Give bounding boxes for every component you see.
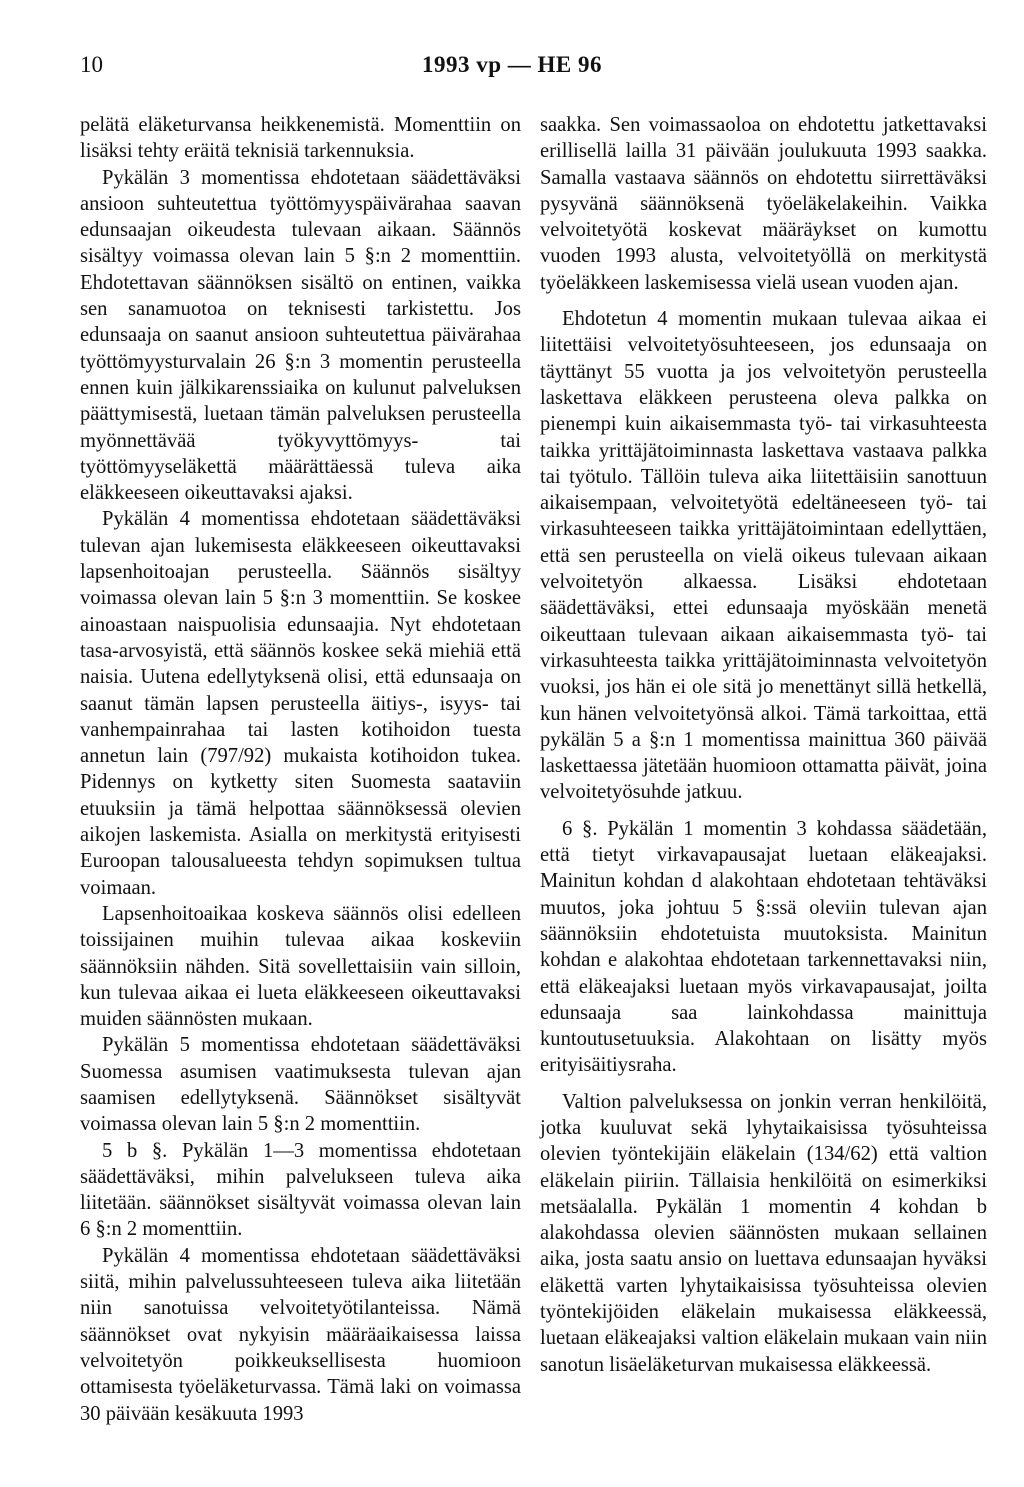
paragraph: Pykälän 4 momentissa ehdotetaan säädettäväksi siitä, mihin palvelussuhteeseen tuleva aika liitetään niin sanotuissa velvoitetyötilanteissa. Nämä säännökset ovat nykyisin määräaikaisessa laissa velvoitetyön poikkeuksellisesta huomioon ottamisesta työeläketurvassa. Tämä laki on voimassa 30 päivään kesäkuuta 1993 xyxy=(80,1244,521,1425)
paragraph: 5 b §. Pykälän 1—3 momentissa ehdotetaan säädettäväksi, mihin palvelukseen tuleva aika liitetään. säännökset sisältyvät voimassa olevan lain 6 §:n 2 momenttiin. xyxy=(80,1139,521,1241)
left-column xyxy=(80,112,521,1427)
paragraph: Pykälän 5 momentissa ehdotetaan säädettäväksi Suomessa asumisen vaatimuksesta tulevan ajan saamisen edellytyksenä. Säännökset sisältyvät voimassa olevan lain 5 §:n 2 momenttiin. xyxy=(80,1034,521,1136)
page-number: 10 xyxy=(80,52,103,77)
paragraph: pelätä eläketurvansa heikkenemistä. Momenttiin on lisäksi tehty eräitä teknisiä tarkennuksia. xyxy=(80,114,521,163)
paragraph: Ehdotetun 4 momentin mukaan tulevaa aikaa ei liitettäisi velvoitetyösuhteeseen, jos edunsaaja on täyttänyt 55 vuotta ja jos velvoitetyön perusteella laskettava eläkkeen perusteena oleva palkka on pienempi kuin aikaisemmasta työ- tai virkasuhteesta taikka yrittäjätoiminnasta laskettava vastaava palkka tai työtulo. Tällöin tuleva aika liitettäisiin sanottuun aikaisempaan, velvoitetyötä edeltäneeseen työ- tai virkasuhteeseen taikka yrittäjätoimintaan edellyttäen, että sen perusteella on vielä oikeus tulevaan aikaan velvoitetyön alkaessa. Lisäksi ehdotetaan säädettäväksi, ettei edunsaaja myöskään menetä oikeuttaan tulevaan aikaan aikaisemmasta työ- tai virkasuhteesta taikka yrittäjätoiminnasta velvoitetyön vuoksi, jos hän ei ole sitä jo menettänyt sillä hetkellä, kun hänen velvoitetyönsä alkoi. Tämä tarkoittaa, että pykälän 5 a §:n 1 momentissa mainittua 360 päivää laskettaessa jätetään huomioon ottamatta päivät, joina velvoitetyösuhde jatkuu. xyxy=(540,308,987,804)
paragraph: Pykälän 4 momentissa ehdotetaan säädettäväksi tulevan ajan lukemisesta eläkkeeseen oikeuttavaksi lapsenhoitoajan perusteella. Säännös sisältyy voimassa olevan lain 5 §:n 3 momenttiin. Se koskee ainoastaan naispuolisia edunsaajia. Nyt ehdotetaan tasa-arvosyistä, että säännös koskee sekä miehiä että naisia. Uutena edellytyksenä olisi, että edunsaaja on saanut tämän lapsen perusteella äitiys-, isyys- tai vanhempainrahaa tai lasten kotihoidon tuesta annetun lain (797/92) mukaista kotihoidon tukea. Pidennys on kytketty siten Suomesta saataviin etuuksiin ja tämä helpottaa säännöksessä olevien aikojen laskemista. Asialla on merkitystä erityisesti Euroopan talousalueesta tehdyn sopimuksen tultua voimaan. xyxy=(80,508,521,899)
paragraph: Pykälän 3 momentissa ehdotetaan säädettäväksi ansioon suhteutettua työttömyyspäivärahaa saavan edunsaajan oikeudesta tulevaan aikaan. Säännös sisältyy voimassa olevan lain 5 §:n 2 momenttiin. Ehdotettavan säännöksen sisältö on entinen, vaikka sen sanamuotoa on teknisesti tarkistettu. Jos edunsaaja on saanut ansioon suhteutettua päivärahaa työttömyysturvalain 26 §:n 3 momentin perusteella ennen kuin jälkikarenssiaika on kulunut palveluksen päättymisestä, luetaan tämän palveluksen perusteella myönnettävää työkyvyttömyys- tai työttömyyseläkettä määrättäessä tuleva aika eläkkeeseen oikeuttavaksi ajaksi. xyxy=(80,166,521,505)
right-column xyxy=(540,112,987,1378)
paragraph: 6 §. Pykälän 1 momentin 3 kohdassa säädetään, että tietyt virkavapausajat luetaan eläkeajaksi. Mainitun kohdan d alakohtaan ehdotetaan tehtäväksi muutos, joka johtuu 5 §:ssä oleviin tulevan ajan säännöksiin ehdotetuista muutoksista. Mainitun kohdan e alakohtaa ehdotetaan tarkennettavaksi niin, että eläkeajaksi luetaan myös virkavapausajat, joilta edunsaaja saa lainkohdassa mainittuja kuntoutusetuuksia. Alakohtaan on lisätty myös erityisäitiysraha. xyxy=(540,817,987,1077)
running-head: 1993 vp — HE 96 xyxy=(421,52,603,77)
page-header xyxy=(0,52,1024,86)
paragraph: saakka. Sen voimassaoloa on ehdotettu jatkettavaksi erillisellä lailla 31 päivään joulukuuta 1993 saakka. Samalla vastaava säännös on ehdotettu siirrettäväksi pysyvänä säännöksenä työeläkelakeihin. Vaikka velvoitetyötä koskevat määräykset on kumottu vuoden 1993 alusta, velvoitetyöllä on merkitystä työeläkkeen laskemisessa vielä usean vuoden ajan. xyxy=(540,114,987,294)
paragraph: Lapsenhoitoaikaa koskeva säännös olisi edelleen toissijainen muihin tulevaa aikaa koskeviin säännöksiin nähden. Sitä sovellettaisiin vain silloin, kun tulevaa aikaa ei lueta eläkkeeseen oikeuttavaksi muiden säännösten mukaan. xyxy=(80,902,521,1031)
paragraph: Valtion palveluksessa on jonkin verran henkilöitä, jotka kuuluvat sekä lyhytaikaisissa työsuhteissa olevien työntekijäin eläkelain (134/62) että valtion eläkelain piiriin. Tällaisia henkilöitä on esimerkiksi metsäalalla. Pykälän 1 momentin 4 kohdan b alakohdassa olevien säännösten mukaan sellainen aika, josta saatu ansio on luettava edunsaajan hyväksi eläkettä varten lyhytaikaisissa työsuhteissa olevien työntekijöiden eläkelain mukaisessa eläkkeessä, luetaan eläkeajaksi valtion eläkelain mukaan vain niin sanotun lisäeläketurvan mukaisessa eläkkeessä. xyxy=(540,1090,987,1376)
